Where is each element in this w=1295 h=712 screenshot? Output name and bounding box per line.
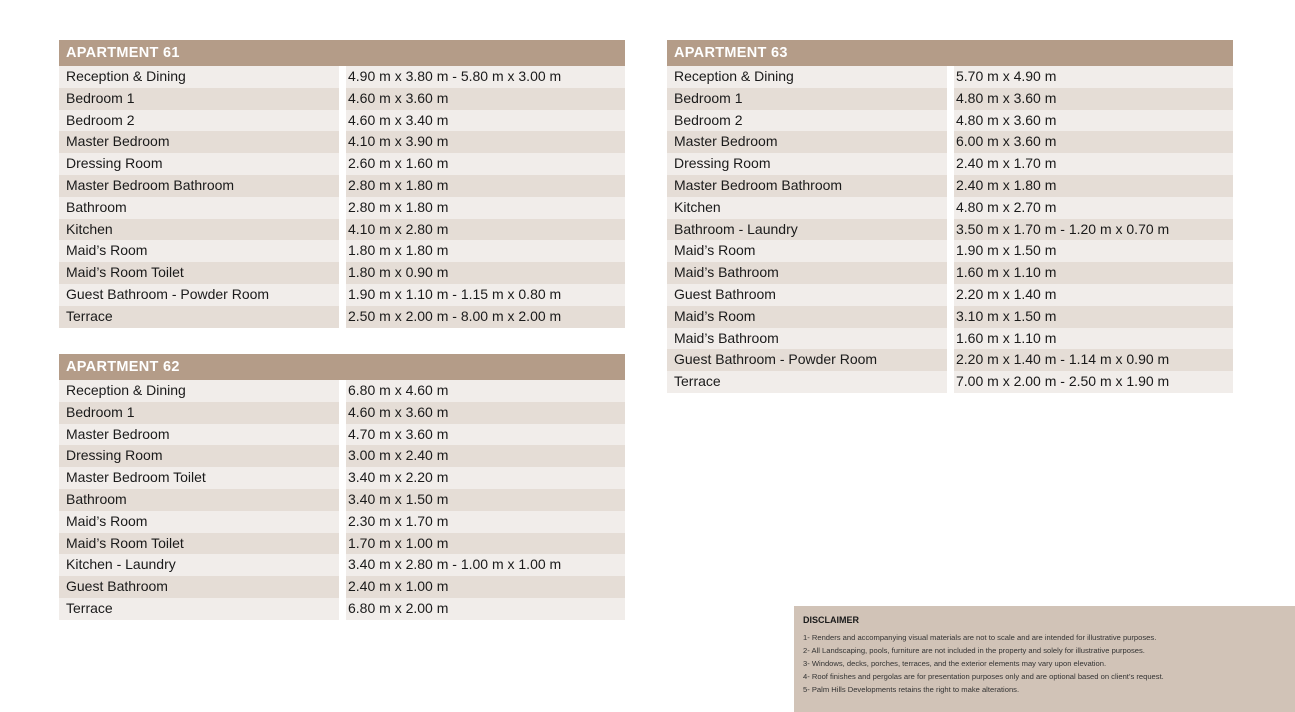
table-rows	[59, 66, 625, 328]
room-name: Dressing Room	[59, 445, 339, 467]
table-row	[59, 306, 625, 328]
table-row	[59, 153, 625, 175]
table-row	[59, 240, 625, 262]
room-dimensions: 3.40 m x 2.20 m	[339, 467, 625, 489]
table-row	[667, 284, 1233, 306]
room-dimensions: 1.80 m x 1.80 m	[339, 240, 625, 262]
table-row	[667, 371, 1233, 393]
room-name: Bedroom 1	[59, 402, 339, 424]
room-dimensions: 2.40 m x 1.00 m	[339, 576, 625, 598]
room-name: Maid’s Bathroom	[667, 262, 947, 284]
room-dimensions: 2.30 m x 1.70 m	[339, 511, 625, 533]
room-name: Bedroom 1	[667, 88, 947, 110]
room-dimensions: 2.40 m x 1.70 m	[947, 153, 1233, 175]
table-row	[59, 598, 625, 620]
room-name: Maid’s Room Toilet	[59, 262, 339, 284]
room-name: Maid’s Room	[59, 511, 339, 533]
room-name: Dressing Room	[59, 153, 339, 175]
room-name: Maid’s Room Toilet	[59, 533, 339, 555]
room-name: Bedroom 1	[59, 88, 339, 110]
room-name: Maid’s Bathroom	[667, 328, 947, 350]
table-title: APARTMENT 61	[59, 40, 625, 66]
disclaimer-line: 5- Palm Hills Developments retains the right to make alterations.	[803, 685, 1020, 694]
room-dimensions: 1.80 m x 0.90 m	[339, 262, 625, 284]
disclaimer-title: DISCLAIMER	[803, 615, 859, 625]
room-dimensions: 3.40 m x 2.80 m - 1.00 m x 1.00 m	[339, 554, 625, 576]
table-row	[667, 349, 1233, 371]
table-row	[667, 88, 1233, 110]
apartment-61-table	[59, 40, 625, 328]
room-name: Bathroom - Laundry	[667, 219, 947, 241]
room-dimensions: 5.70 m x 4.90 m	[947, 66, 1233, 88]
table-row	[59, 175, 625, 197]
room-name: Maid’s Room	[59, 240, 339, 262]
table-row	[59, 576, 625, 598]
room-dimensions: 6.00 m x 3.60 m	[947, 131, 1233, 153]
room-name: Bedroom 2	[59, 110, 339, 132]
table-row	[59, 424, 625, 446]
room-dimensions: 2.80 m x 1.80 m	[339, 175, 625, 197]
room-dimensions: 4.60 m x 3.40 m	[339, 110, 625, 132]
room-dimensions: 2.40 m x 1.80 m	[947, 175, 1233, 197]
table-row	[667, 175, 1233, 197]
table-rows	[59, 380, 625, 620]
table-row	[59, 284, 625, 306]
room-dimensions: 4.60 m x 3.60 m	[339, 88, 625, 110]
room-dimensions: 4.10 m x 3.90 m	[339, 131, 625, 153]
room-dimensions: 3.50 m x 1.70 m - 1.20 m x 0.70 m	[947, 219, 1233, 241]
table-row	[59, 533, 625, 555]
table-row	[59, 467, 625, 489]
room-dimensions: 2.20 m x 1.40 m - 1.14 m x 0.90 m	[947, 349, 1233, 371]
room-dimensions: 4.80 m x 3.60 m	[947, 88, 1233, 110]
room-dimensions: 4.70 m x 3.60 m	[339, 424, 625, 446]
room-dimensions: 2.80 m x 1.80 m	[339, 197, 625, 219]
room-name: Master Bedroom	[59, 424, 339, 446]
room-dimensions: 1.70 m x 1.00 m	[339, 533, 625, 555]
table-row	[667, 131, 1233, 153]
room-dimensions: 2.20 m x 1.40 m	[947, 284, 1233, 306]
table-row	[59, 88, 625, 110]
room-name: Reception & Dining	[667, 66, 947, 88]
room-dimensions: 1.90 m x 1.10 m - 1.15 m x 0.80 m	[339, 284, 625, 306]
room-name: Master Bedroom Bathroom	[59, 175, 339, 197]
room-dimensions: 6.80 m x 4.60 m	[339, 380, 625, 402]
room-name: Maid’s Room	[667, 306, 947, 328]
room-dimensions: 4.80 m x 3.60 m	[947, 110, 1233, 132]
disclaimer-line: 3- Windows, decks, porches, terraces, and the exterior elements may vary upon elevation.	[803, 659, 1107, 668]
table-row	[59, 489, 625, 511]
room-name: Maid’s Room	[667, 240, 947, 262]
room-name: Bathroom	[59, 197, 339, 219]
room-dimensions: 6.80 m x 2.00 m	[339, 598, 625, 620]
room-name: Master Bedroom	[59, 131, 339, 153]
room-dimensions: 1.60 m x 1.10 m	[947, 328, 1233, 350]
table-row	[59, 219, 625, 241]
room-name: Terrace	[59, 306, 339, 328]
table-title: APARTMENT 62	[59, 354, 625, 380]
table-row	[59, 66, 625, 88]
disclaimer-line: 4- Roof finishes and pergolas are for presentation purposes only and are optional based on client’s request.	[803, 672, 1164, 681]
room-name: Master Bedroom Bathroom	[667, 175, 947, 197]
room-dimensions: 4.60 m x 3.60 m	[339, 402, 625, 424]
table-row	[667, 219, 1233, 241]
table-row	[667, 328, 1233, 350]
apartment-62-table	[59, 354, 625, 620]
table-row	[59, 262, 625, 284]
room-name: Guest Bathroom - Powder Room	[59, 284, 339, 306]
room-name: Reception & Dining	[59, 380, 339, 402]
room-dimensions: 4.90 m x 3.80 m - 5.80 m x 3.00 m	[339, 66, 625, 88]
room-name: Bedroom 2	[667, 110, 947, 132]
table-row	[59, 511, 625, 533]
table-row	[59, 380, 625, 402]
room-dimensions: 4.80 m x 2.70 m	[947, 197, 1233, 219]
table-row	[667, 262, 1233, 284]
room-dimensions: 2.50 m x 2.00 m - 8.00 m x 2.00 m	[339, 306, 625, 328]
room-name: Kitchen	[667, 197, 947, 219]
room-name: Reception & Dining	[59, 66, 339, 88]
table-row	[59, 445, 625, 467]
room-name: Master Bedroom	[667, 131, 947, 153]
room-dimensions: 4.10 m x 2.80 m	[339, 219, 625, 241]
disclaimer-box	[794, 606, 1295, 712]
room-name: Kitchen - Laundry	[59, 554, 339, 576]
room-dimensions: 3.00 m x 2.40 m	[339, 445, 625, 467]
room-dimensions: 1.60 m x 1.10 m	[947, 262, 1233, 284]
room-dimensions: 1.90 m x 1.50 m	[947, 240, 1233, 262]
room-name: Terrace	[59, 598, 339, 620]
table-row	[667, 110, 1233, 132]
table-row	[59, 554, 625, 576]
table-row	[667, 197, 1233, 219]
room-dimensions: 7.00 m x 2.00 m - 2.50 m x 1.90 m	[947, 371, 1233, 393]
apartment-63-table	[667, 40, 1233, 393]
table-row	[667, 153, 1233, 175]
table-title: APARTMENT 63	[667, 40, 1233, 66]
table-rows	[667, 66, 1233, 393]
table-row	[667, 66, 1233, 88]
room-dimensions: 3.40 m x 1.50 m	[339, 489, 625, 511]
room-name: Guest Bathroom	[59, 576, 339, 598]
table-row	[59, 402, 625, 424]
room-name: Guest Bathroom - Powder Room	[667, 349, 947, 371]
disclaimer-line: 2- All Landscaping, pools, furniture are not included in the property and solely for illustrative purposes.	[803, 646, 1145, 655]
table-row	[667, 240, 1233, 262]
table-row	[59, 197, 625, 219]
room-name: Master Bedroom Toilet	[59, 467, 339, 489]
room-name: Terrace	[667, 371, 947, 393]
room-name: Bathroom	[59, 489, 339, 511]
table-row	[667, 306, 1233, 328]
table-row	[59, 131, 625, 153]
room-dimensions: 3.10 m x 1.50 m	[947, 306, 1233, 328]
room-name: Guest Bathroom	[667, 284, 947, 306]
table-row	[59, 110, 625, 132]
room-dimensions: 2.60 m x 1.60 m	[339, 153, 625, 175]
room-name: Kitchen	[59, 219, 339, 241]
room-name: Dressing Room	[667, 153, 947, 175]
disclaimer-line: 1- Renders and accompanying visual materials are not to scale and are intended for illustrative purposes.	[803, 633, 1157, 642]
